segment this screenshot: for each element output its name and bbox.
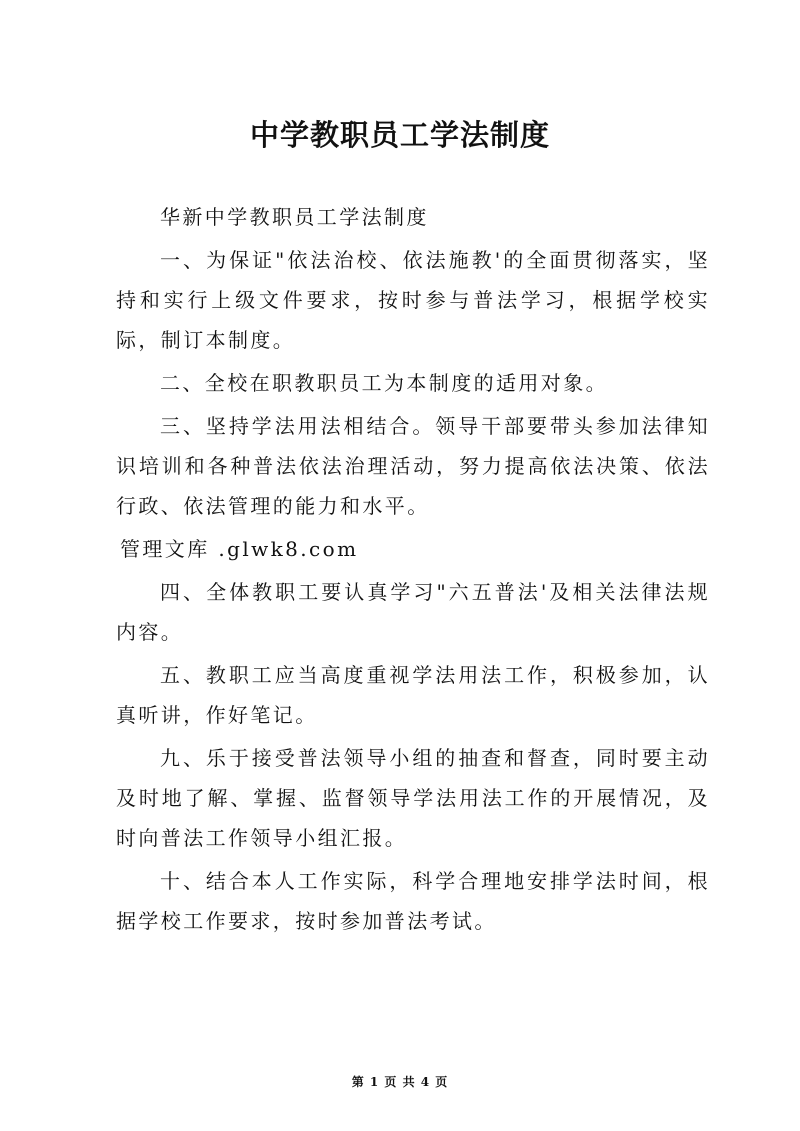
document-title: 中学教职员工学法制度 xyxy=(249,118,550,152)
body-paragraph: 华新中学教职员工学法制度 xyxy=(160,205,429,229)
website-watermark-line: 管理文库 .glwk8.com xyxy=(120,537,359,561)
page-number-footer: 第 1 页 共 4 页 xyxy=(351,1075,449,1089)
body-paragraph: 十、结合本人工作实际，科学合理地安排学法时间，根据学校工作要求，按时参加普法考试。 xyxy=(116,869,710,933)
body-paragraph: 二、全校在职教职员工为本制度的适用对象。 xyxy=(160,371,608,395)
body-paragraph: 一、为保证"依法治校、依法施教'的全面贯彻落实，坚持和实行上级文件要求，按时参与普法学习，根据学校实际，制订本制度。 xyxy=(116,248,710,352)
body-paragraph: 五、教职工应当高度重视学法用法工作，积极参加，认真听讲，作好笔记。 xyxy=(116,663,710,727)
body-paragraph: 三、坚持学法用法相结合。领导干部要带头参加法律知识培训和各种普法依法治理活动，努力提高依法决策、依法行政、依法管理的能力和水平。 xyxy=(116,414,710,518)
document-body xyxy=(116,197,710,944)
body-paragraph: 九、乐于接受普法领导小组的抽查和督查，同时要主动及时地了解、掌握、监督领导学法用法工作的开展情况，及时向普法工作领导小组汇报。 xyxy=(116,746,710,850)
body-paragraph: 四、全体教职工要认真学习"六五普法'及相关法律法规内容。 xyxy=(116,580,710,644)
